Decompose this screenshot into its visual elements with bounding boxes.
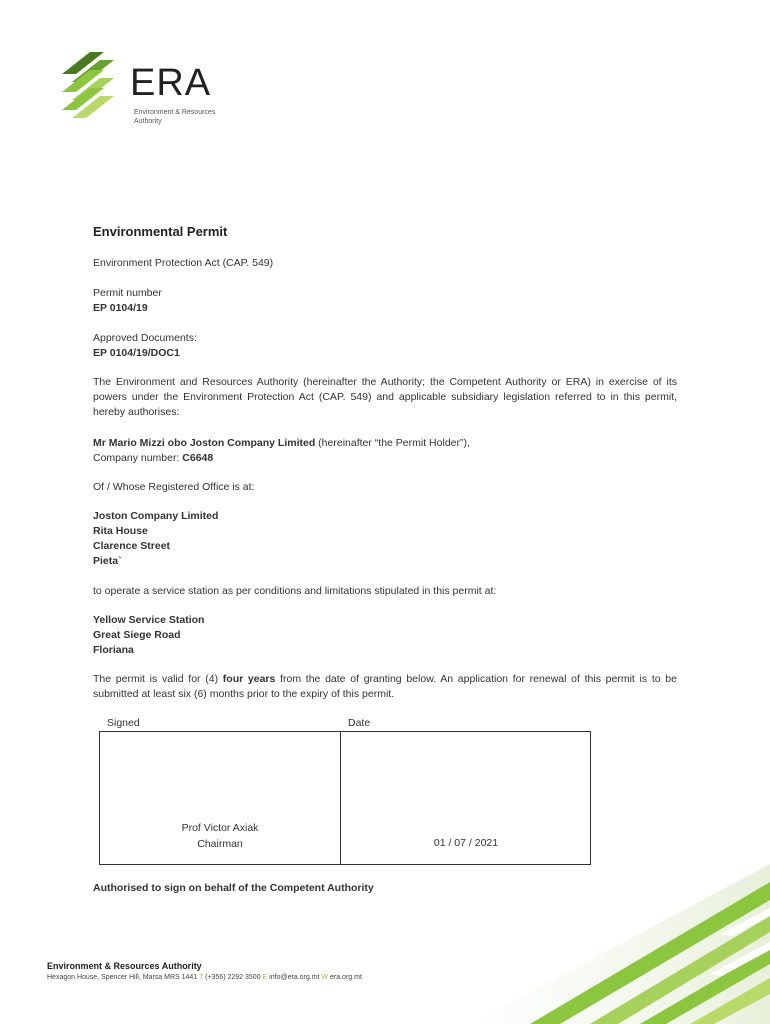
footer-tel: (+356) 2292 3500: [205, 974, 261, 981]
office-address-line: Clarence Street: [93, 540, 171, 552]
site-address-line: Yellow Service Station: [93, 614, 205, 626]
footer-org-name: Environment & Resources Authority: [47, 961, 202, 971]
signatory-title: Chairman: [197, 838, 243, 850]
site-address-line: Great Siege Road: [93, 629, 181, 641]
authorised-text: Authorised to sign on behalf of the Competent Authority: [93, 882, 374, 894]
logo-subtitle-line1: Environment & Resources: [134, 109, 216, 116]
approved-docs: EP 0104/19/DOC1: [93, 347, 180, 359]
logo-wordmark: ERA: [130, 62, 212, 104]
office-address-line: Rita House: [93, 525, 148, 537]
permit-number-label: Permit number: [93, 287, 162, 299]
date-label: Date: [348, 717, 371, 729]
signed-label: Signed: [107, 717, 140, 729]
logo-subtitle-line2: Authority: [134, 118, 162, 125]
tel-prefix: T: [199, 974, 204, 981]
authority-paragraph: The Environment and Resources Authority (hereinafter the Authority; the Competent Authority or ERA) in exercise of its powers under the Environment Protection Act (CAP. 549) and applicable subsidiary legislation referred to in this permit, hereby authorises:: [93, 376, 677, 418]
era-stripes-icon: [62, 52, 114, 118]
footer-web: era.org.mt: [329, 974, 362, 981]
footer-email: info@era.org.mt: [269, 974, 320, 981]
logo-subtitle: [134, 108, 234, 126]
holder-suffix: (hereinafter “the Permit Holder”),: [315, 437, 470, 449]
permit-number: EP 0104/19: [93, 302, 148, 314]
date-value: 01 / 07 / 2021: [433, 837, 499, 849]
operate-text: to operate a service station as per conditions and limitations stipulated in this permit at:: [93, 585, 497, 597]
validity-paragraph: [93, 672, 677, 702]
company-number-line: [93, 451, 213, 466]
registered-office-label: Of / Whose Registered Office is at:: [93, 481, 255, 493]
company-number-label: Company number:: [93, 452, 183, 464]
document-title: Environmental Permit: [93, 224, 228, 239]
site-address-line: Floriana: [93, 644, 134, 656]
office-address-line: Joston Company Limited: [93, 510, 219, 522]
validity-pre: The permit is valid for (4): [93, 673, 223, 685]
web-prefix: W: [321, 974, 329, 981]
validity-post: from the date of granting below. An application for renewal of this permit is to be submitted at least six (6) months prior to the expiry of this permit.: [93, 673, 677, 700]
holder-name: Mr Mario Mizzi obo Joston Company Limited: [93, 437, 316, 449]
corner-stripes-decoration: [470, 864, 770, 1024]
office-address-line: Pieta`: [93, 555, 122, 567]
validity-bold: four years: [222, 673, 276, 685]
footer-address: Hexagon House, Spencer Hill, Marsa MRS 1441: [47, 974, 198, 981]
company-number: C6648: [182, 452, 214, 464]
signatory-name: Prof Victor Axiak: [181, 822, 259, 834]
permit-holder: [93, 436, 470, 451]
approved-docs-label: Approved Documents:: [93, 332, 197, 344]
footer-contact: [47, 974, 362, 981]
email-prefix: E: [262, 974, 268, 981]
act-reference: Environment Protection Act (CAP. 549): [93, 257, 274, 269]
